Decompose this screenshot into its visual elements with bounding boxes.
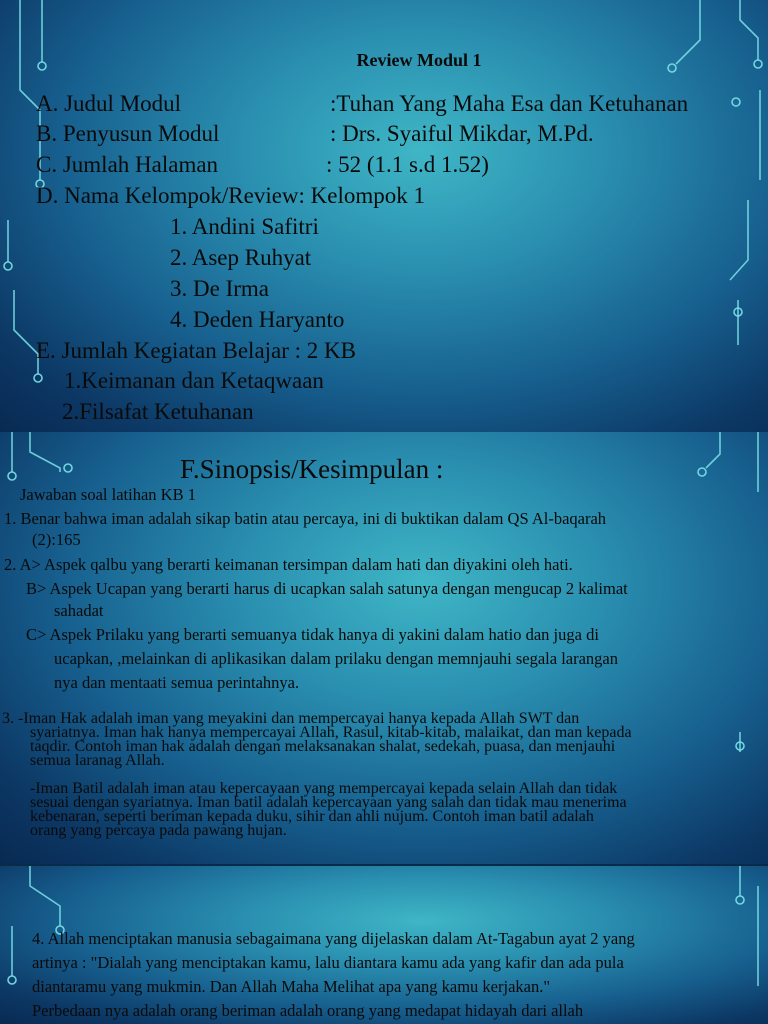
answer-3-hak-line: 3. -Iman Hak adalah iman yang meyakini dan mempercayai hanya kepada Allah SWT dan [2,710,580,727]
answer-4-line: 4. Allah menciptakan manusia sebagaimana yang dijelaskan dalam At-Tagabun ayat 2 yang [32,929,635,948]
answer-2c-line: C> Aspek Prilaku yang berarti semuanya tidak hanya di yakini dalam hatio dan juga di [26,625,599,644]
member-item: 3. De Irma [170,276,269,301]
module-title-value: :Tuhan Yang Maha Esa dan Ketuhanan [330,91,689,116]
answer-4-line: Perbedaan nya adalah orang beriman adalah orang yang medapat hidayah dari allah [32,1001,584,1020]
answer-2a-line: 2. A> Aspek qalbu yang berarti keimanan tersimpan dalam hati dan diyakini oleh hati. [4,555,573,574]
module-title-label: A. Judul Modul [36,91,182,116]
answer-3-batil-line: kebenaran, seperti beriman kepada duku, sihir dan ahli nujum. Contoh iman batil adalah [30,808,594,825]
answer-1-line: (2):165 [32,530,81,549]
answer-3-batil-line: -Iman Batil adalah iman atau kepercayaan yang mempercayai kepada selain Allah dan tidak [30,780,618,797]
learning-activity-count: E. Jumlah Kegiatan Belajar : 2 KB [36,338,357,363]
answer-2c-line: ucapkan, ,melainkan di aplikasikan dalam prilaku dengan memnjauhi segala larangan [54,649,619,668]
exercise-intro: Jawaban soal latihan KB 1 [20,485,196,504]
member-item: 1. Andini Safitri [170,214,319,239]
page-count-label: C. Jumlah Halaman [36,152,219,177]
member-item: 2. Asep Ruhyat [170,245,312,270]
synopsis-heading: F.Sinopsis/Kesimpulan : [180,454,444,484]
answer-2c-line: nya dan mentaati semua perintahnya. [54,673,300,692]
answer-1-line: 1. Benar bahwa iman adalah sikap batin atau percaya, ini di buktikan dalam QS Al-baqarah [4,509,607,528]
module-author-value: : Drs. Syaiful Mikdar, M.Pd. [330,121,594,146]
answer-3-batil-line: sesuai dengan syariatnya. Iman batil adalah kepercayaan yang salah dan tidak mau menerima [30,794,627,811]
member-item: 4. Deden Haryanto [170,307,345,332]
answer-2b-line: sahadat [54,601,104,620]
learning-activity-item: 1.Keimanan dan Ketaqwaan [64,368,324,393]
answer-3-hak-line: taqdir. Contoh iman hak adalah dengan melaksanakan shalat, sedekah, puasa, dan menjauhi [30,738,616,755]
slide-review-modul [0,0,768,432]
learning-activity-item: 2.Filsafat Ketuhanan [62,399,254,424]
answer-3-hak-line: semua laranag Allah. [30,752,165,769]
answer-4-line: artinya : "Dialah yang menciptakan kamu, lalu diantara kamu ada yang kafir dan ada pula [32,953,624,972]
answer-4-line: diantaramu yang mukmin. Dan Allah Maha Melihat apa yang kamu kerjakan." [32,977,551,996]
answer-3-hak-line: syariatnya. Iman hak hanya mempercayai Allah, Rasul, kitab-kitab, malaikat, dan man kepada [30,724,632,741]
answer-2b-line: B> Aspek Ucapan yang berarti harus di ucapkan salah satunya dengan mengucap 2 kalimat [26,579,628,598]
slide-title: Review Modul 1 [356,50,482,70]
module-author-label: B. Penyusun Modul [36,121,220,146]
answer-3-batil-line: orang yang percaya pada pawang hujan. [30,822,287,839]
group-name-line: D. Nama Kelompok/Review: Kelompok 1 [36,183,426,208]
page-count-value: : 52 (1.1 s.d 1.52) [326,152,489,177]
slide-answer-4 [0,866,768,1024]
slide-synopsis [0,432,768,864]
